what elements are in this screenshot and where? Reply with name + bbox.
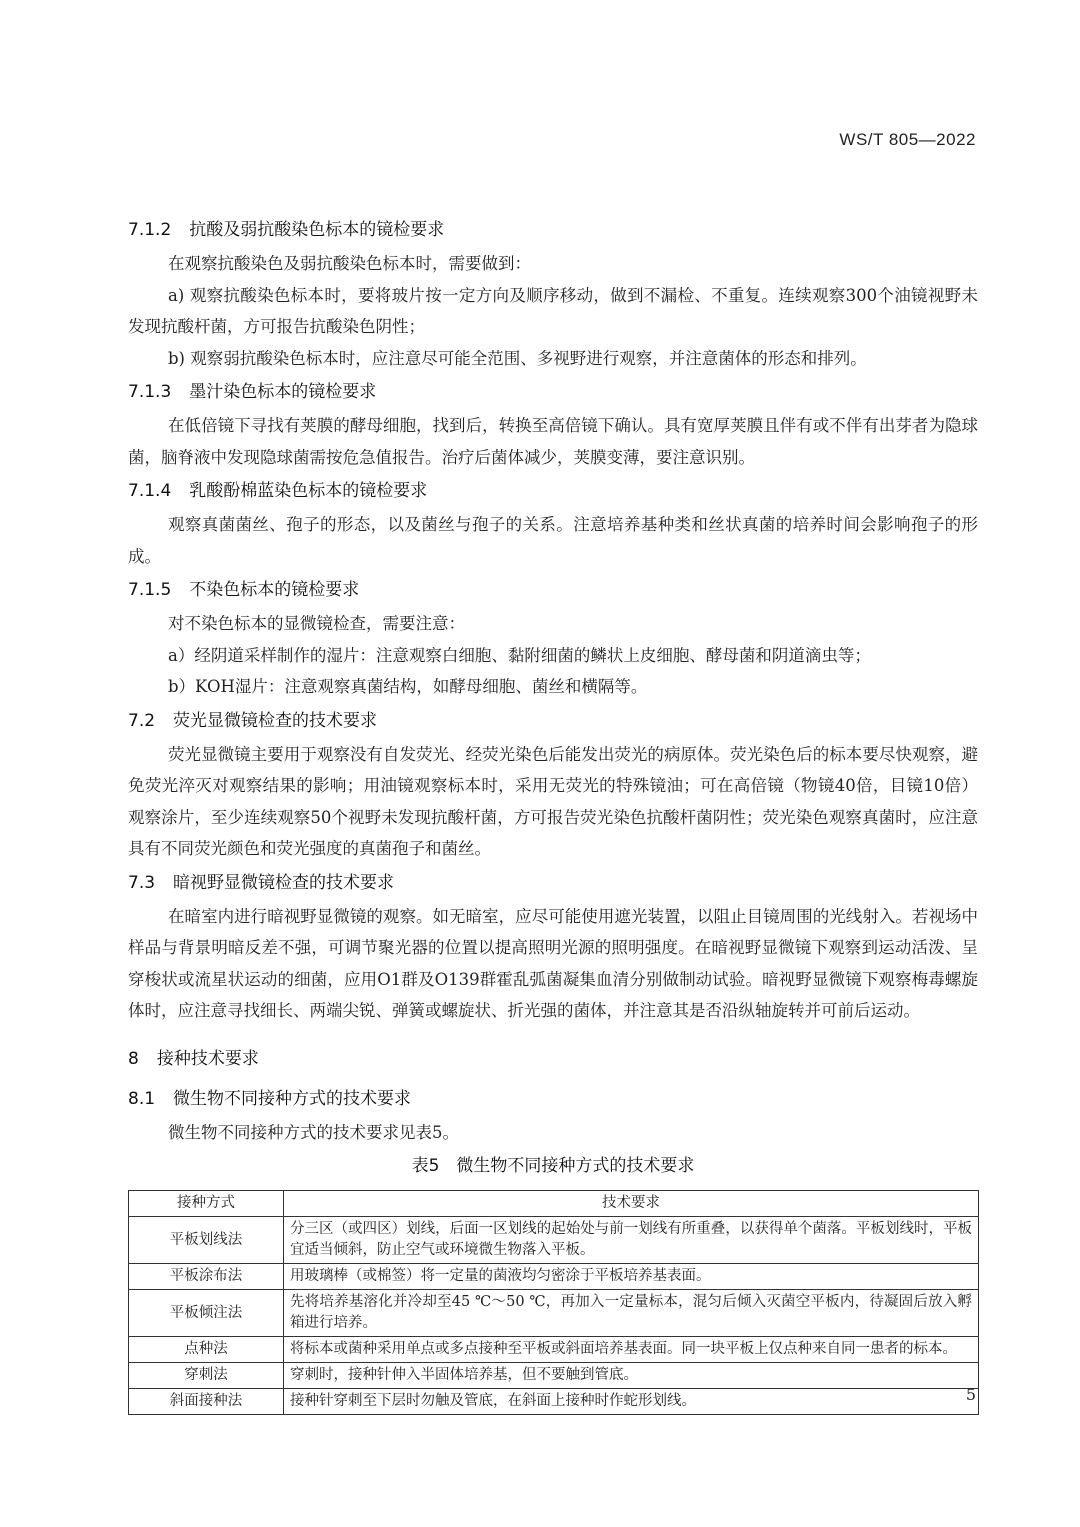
section-title: 抗酸及弱抗酸染色标本的镜检要求	[189, 220, 445, 240]
spacer	[128, 1027, 978, 1041]
section-number: 8.1	[128, 1088, 156, 1109]
page-content	[128, 212, 978, 1415]
table-cell-requirement: 用玻璃棒（或棉签）将一定量的菌液均匀密涂于平板培养基表面。	[284, 1264, 979, 1290]
table-cell-requirement: 分三区（或四区）划线，后面一区划线的起始处与前一划线有所重叠，以获得单个菌落。平板划线时，平板宜适当倾斜，防止空气或环境微生物落入平板。	[284, 1217, 979, 1264]
section-heading-7-2	[128, 703, 978, 739]
column-header: 技术要求	[284, 1191, 979, 1217]
table-row	[129, 1217, 979, 1264]
table-row	[129, 1264, 979, 1290]
chapter-heading-8	[128, 1041, 978, 1077]
list-item: b）KOH湿片：注意观察真菌结构，如酵母细胞、菌丝和横隔等。	[168, 677, 648, 696]
section-number: 7.3	[128, 872, 156, 893]
table-row	[129, 1389, 979, 1415]
paragraph: 在观察抗酸染色及弱抗酸染色标本时，需要做到：	[168, 254, 531, 273]
section-heading-7-1-3	[128, 374, 978, 410]
section-heading-7-1-4	[128, 473, 978, 509]
table-cell-method: 平板倾注法	[129, 1290, 284, 1337]
section-title: 不染色标本的镜检要求	[189, 580, 360, 600]
table-row	[129, 1290, 979, 1337]
paragraph: 微生物不同接种方式的技术要求见表5。	[168, 1122, 459, 1142]
table-header-row	[129, 1191, 979, 1217]
table-cell-requirement: 穿刺时，接种针伸入半固体培养基，但不要触到管底。	[284, 1363, 979, 1389]
paragraph: 在低倍镜下寻找有荚膜的酵母细胞，找到后，转换至高倍镜下确认。具有宽厚荚膜且伴有或不伴有出芽者为隐球菌，脑脊液中发现隐球菌需按危急值报告。治疗后菌体减少，荚膜变薄，要注意识别。	[128, 416, 978, 467]
list-item: a）经阴道采样制作的湿片：注意观察白细胞、黏附细菌的鳞状上皮细胞、酵母菌和阴道滴虫等；	[168, 645, 871, 665]
section-heading-7-3	[128, 865, 978, 901]
paragraph: 荧光显微镜主要用于观察没有自发荧光、经荧光染色后能发出荧光的病原体。荧光染色后的标本要尽快观察，避免荧光淬灭对观察结果的影响；用油镜观察标本时，采用无荧光的特殊镜油；可在高倍镜（物镜40倍，目镜10倍）观察涂片，至少连续观察50个视野未发现抗酸杆菌，方可报告荧光染色抗酸杆菌阴性；荧光染色观察真菌时，应注意具有不同荧光颜色和荧光强度的真菌孢子和菌丝。	[128, 744, 978, 858]
section-title: 荧光显微镜检查的技术要求	[173, 710, 378, 731]
paragraph: 观察真菌菌丝、孢子的形态，以及菌丝与孢子的关系。注意培养基种类和丝状真菌的培养时间会影响孢子的形成。	[128, 515, 978, 566]
section-title: 暗视野显微镜检查的技术要求	[173, 872, 395, 893]
section-heading-8-1	[128, 1081, 978, 1117]
document-code: WS/T 805—2022	[839, 130, 976, 149]
section-title: 微生物不同接种方式的技术要求	[173, 1088, 412, 1109]
section-title: 接种技术要求	[156, 1048, 259, 1069]
section-number: 7.1.4	[128, 481, 172, 501]
section-title: 乳酸酚棉蓝染色标本的镜检要求	[189, 481, 428, 501]
section-number: 7.2	[128, 710, 156, 731]
paragraph: 对不染色标本的显微镜检查，需要注意：	[168, 614, 465, 633]
table-caption: 表5 微生物不同接种方式的技术要求	[411, 1156, 695, 1176]
section-number: 8	[128, 1048, 139, 1069]
paragraph: 在暗室内进行暗视野显微镜的观察。如无暗室，应尽可能使用遮光装置，以阻止目镜周围的光线射入。若视场中样品与背景明暗反差不强，可调节聚光器的位置以提高照明光源的照明强度。在暗视野显微镜下观察到运动活泼、呈穿梭状或流星状运动的细菌，应用O1群及O139群霍乱弧菌凝集血清分别做制动试验。暗视野显微镜下观察梅毒螺旋体时，应注意寻找细长、两端尖锐、弹簧或螺旋状、折光强的菌体，并注意其是否沿纵轴旋转并可前后运动。	[128, 906, 978, 1020]
page-number: 5	[965, 1385, 976, 1404]
table-cell-requirement: 将标本或菌种采用单点或多点接种至平板或斜面培养基表面。同一块平板上仅点种来自同一患者的标本。	[284, 1337, 979, 1363]
table-cell-method: 点种法	[129, 1337, 284, 1363]
table-cell-requirement: 接种针穿刺至下层时勿触及管底，在斜面上接种时作蛇形划线。	[284, 1389, 979, 1415]
list-item: b) 观察弱抗酸染色标本时，应注意尽可能全范围、多视野进行观察，并注意菌体的形态和排列。	[168, 348, 867, 368]
section-number: 7.1.2	[128, 220, 172, 240]
section-number: 7.1.5	[128, 580, 172, 600]
list-item: a) 观察抗酸染色标本时，要将玻片按一定方向及顺序移动，做到不漏检、不重复。连续观察300个油镜视野未发现抗酸杆菌，方可报告抗酸染色阴性；	[128, 285, 978, 336]
table-cell-method: 穿刺法	[129, 1363, 284, 1389]
section-title: 墨汁染色标本的镜检要求	[189, 382, 377, 402]
table-row	[129, 1363, 979, 1389]
table-row	[129, 1337, 979, 1363]
section-heading-7-1-5	[128, 572, 978, 608]
table-5	[128, 1190, 979, 1415]
column-header: 接种方式	[129, 1191, 284, 1217]
section-heading-7-1-2	[128, 212, 978, 248]
table-cell-method: 平板涂布法	[129, 1264, 284, 1290]
table-cell-requirement: 先将培养基溶化并冷却至45 ℃～50 ℃，再加入一定量标本，混匀后倾入灭菌空平板内，待凝固后放入孵箱进行培养。	[284, 1290, 979, 1337]
section-number: 7.1.3	[128, 382, 172, 402]
table-cell-method: 斜面接种法	[129, 1389, 284, 1415]
table-cell-method: 平板划线法	[129, 1217, 284, 1264]
